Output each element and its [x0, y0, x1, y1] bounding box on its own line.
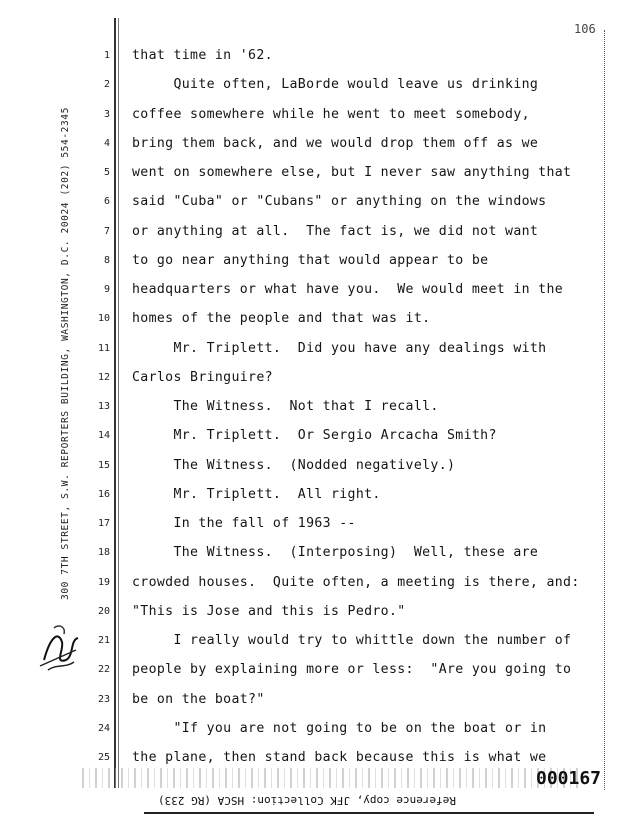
line-number: 4 [103, 137, 110, 149]
line-number: 18 [97, 547, 110, 559]
footer-rule [144, 812, 594, 814]
transcript-line: bring them back, and we would drop them off as we [132, 135, 539, 151]
transcript-line: crowded houses. Quite often, a meeting is there, and: [132, 574, 580, 590]
transcript-line: "If you are not going to be on the boat or in [132, 720, 547, 736]
transcript-line: "This is Jose and this is Pedro." [132, 603, 406, 619]
line-number: 24 [97, 722, 110, 734]
handwritten-mark-icon [36, 620, 86, 680]
document-id: 000167 [536, 768, 602, 789]
reporter-address-vertical: 300 7TH STREET, S.W. REPORTERS BUILDING, WASHINGTON, D.C. 20024 (202) 554-2345 [60, 107, 71, 600]
line-number: 14 [97, 430, 110, 442]
transcript-line: Mr. Triplett. Or Sergio Arcacha Smith? [132, 428, 497, 444]
transcript-line: to go near anything that would appear to be [132, 252, 489, 268]
transcript-line: Mr. Triplett. All right. [132, 486, 381, 502]
transcript-line: I really would try to whittle down the number of [132, 633, 572, 648]
line-number: 5 [103, 167, 110, 178]
transcript-line: that time in '62. [132, 48, 273, 63]
line-number: 7 [103, 225, 110, 237]
transcript-line: headquarters or what have you. We would meet in the [132, 282, 564, 297]
transcript-line: Carlos Bringuire? [132, 369, 273, 385]
line-number: 21 [97, 635, 110, 646]
line-number: 1 [103, 50, 110, 61]
transcript-line: people by explaining more or less: "Are you going to [132, 662, 572, 678]
page-number: 106 [574, 22, 596, 36]
line-number: 23 [97, 693, 110, 705]
line-number: 20 [97, 605, 110, 617]
line-number: 17 [97, 518, 110, 529]
line-number: 9 [103, 284, 110, 295]
line-number: 10 [97, 313, 110, 325]
transcript-line: In the fall of 1963 -- [132, 516, 356, 531]
line-number: 15 [97, 459, 110, 471]
line-number: 22 [97, 664, 110, 676]
transcript-line: be on the boat?" [132, 691, 265, 707]
transcript-line: coffee somewhere while he went to meet somebody, [132, 106, 530, 122]
transcript-line: went on somewhere else, but I never saw anything that [132, 165, 572, 180]
transcript-line: said "Cuba" or "Cubans" or anything on the windows [132, 194, 547, 210]
line-number: 3 [103, 108, 110, 120]
left-margin-rule [114, 18, 116, 788]
transcript-line: Quite often, LaBorde would leave us drinking [132, 77, 539, 93]
line-number: 11 [97, 342, 110, 354]
transcript-line: The Witness. (Interposing) Well, these are [132, 545, 539, 561]
scan-noise [82, 768, 582, 788]
archive-footer [74, 764, 604, 816]
line-number: 13 [97, 401, 110, 412]
right-margin-rule [604, 30, 606, 790]
collection-label: Reference copy, JFK Collection: HSCA (RG 233) [158, 794, 457, 807]
line-number: 16 [97, 488, 110, 500]
transcript-line: the plane, then stand back because this is what we [132, 750, 547, 765]
transcript-line: homes of the people and that was it. [132, 311, 431, 327]
line-number: 19 [97, 576, 110, 588]
transcript-line: The Witness. (Nodded negatively.) [132, 457, 456, 473]
line-number: 12 [97, 371, 110, 383]
line-number: 6 [103, 196, 110, 208]
line-number: 25 [97, 752, 110, 763]
line-number: 8 [103, 254, 110, 266]
line-number: 2 [103, 79, 110, 91]
transcript-line: or anything at all. The fact is, we did not want [132, 223, 539, 239]
transcript-line: Mr. Triplett. Did you have any dealings with [132, 340, 547, 356]
transcript-line: The Witness. Not that I recall. [132, 399, 439, 414]
left-margin-rule-inner [118, 18, 119, 788]
